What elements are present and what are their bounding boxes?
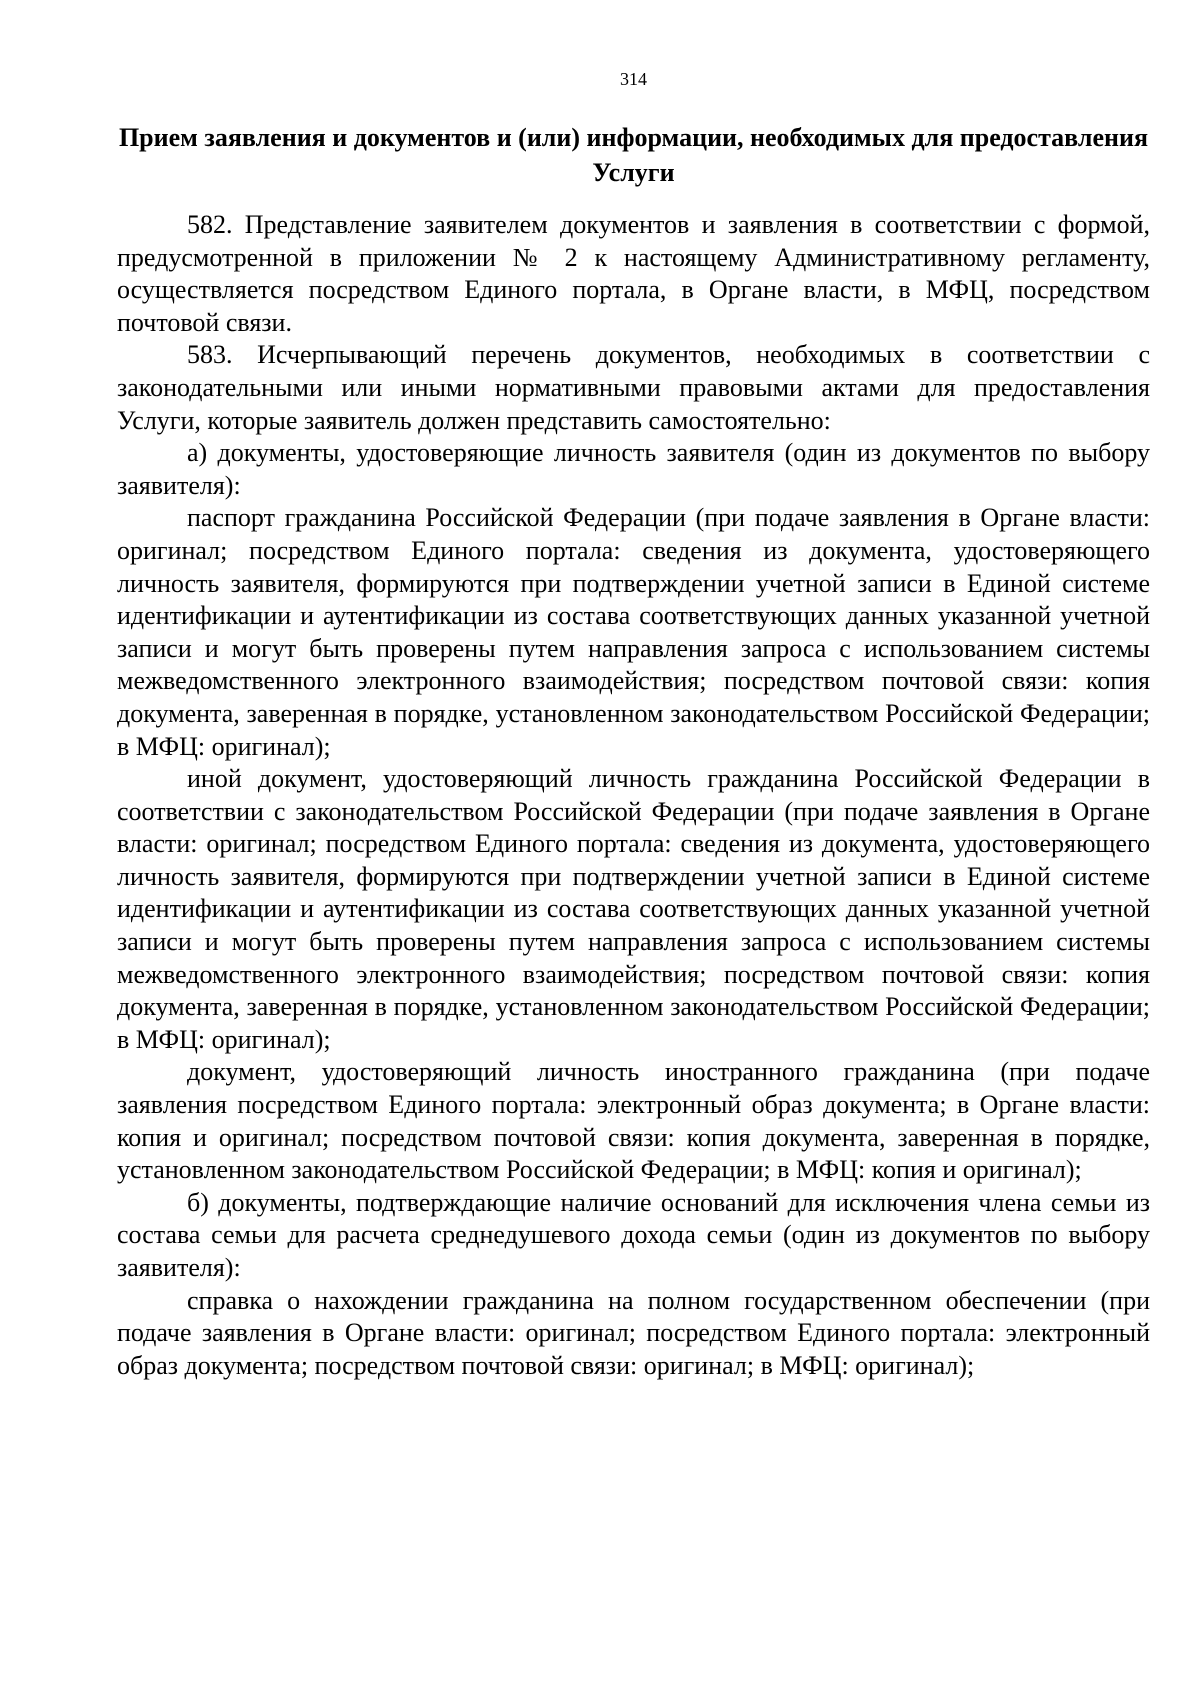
list-item-other-id: иной документ, удостоверяющий личность гражданина Российской Федерации в соответствии с законодательством Российской Федерации (при подаче заявления в Органе власти: оригинал; посредством Единого портала: сведения из документа, удостоверяющего личность заявителя, формируются при подтверждении учетной записи в Единой системе идентификации и аутентификации из состава соответствующих данных указанной учетной записи и могут быть проверены путем направления запроса с использованием системы межведомственного электронного взаимодействия; посредством почтовой связи: копия документа, заверенная в порядке, установленном законодательством Российской Федерации; в МФЦ: оригинал); bbox=[117, 764, 1150, 1054]
paragraph-582: 582. Представление заявителем документов и заявления в соответствии с формой, предусмотренной в приложении № 2 к настоящему Административному регламенту, осуществляется посредством Единого портала, в Органе власти, в МФЦ, посредством почтовой связи. bbox=[117, 210, 1150, 337]
list-item-b: б) документы, подтверждающие наличие оснований для исключения члена семьи из состава семьи для расчета среднедушевого дохода семьи (один из документов по выбору заявителя): bbox=[117, 1187, 1150, 1282]
section-heading: Прием заявления и документов и (или) информации, необходимых для предоставления Услуги bbox=[118, 123, 1149, 187]
list-item-foreign-id: документ, удостоверяющий личность иностранного гражданина (при подаче заявления посредством Единого портала: электронный образ документа; в Органе власти: копия и оригинал; посредством почтовой связи: копия документа, заверенная в порядке, установленном законодательством Российской Федерации; в МФЦ: копия и оригинал); bbox=[117, 1057, 1150, 1185]
list-item-passport: паспорт гражданина Российской Федерации (при подаче заявления в Органе власти: оригинал; посредством Единого портала: сведения из документа, удостоверяющего личность заявителя, формируются при подтверждении учетной записи в Единой системе идентификации и аутентификации из состава соответствующих данных указанной учетной записи и могут быть проверены путем направления запроса с использованием системы межведомственного электронного взаимодействия; посредством почтовой связи: копия документа, заверенная в порядке, установленном законодательством Российской Федерации; в МФЦ: оригинал); bbox=[117, 503, 1150, 761]
document-body bbox=[117, 209, 1150, 1382]
page-number: 314 bbox=[620, 69, 647, 89]
paragraph-583: 583. Исчерпывающий перечень документов, необходимых в соответствии с законодательными или иными нормативными правовыми актами для предоставления Услуги, которые заявитель должен представить самостоятельно: bbox=[117, 340, 1150, 435]
list-item-a: а) документы, удостоверяющие личность заявителя (один из документов по выбору заявителя): bbox=[117, 438, 1150, 500]
list-item-certificate: справка о нахождении гражданина на полном государственном обеспечении (при подаче заявления в Органе власти: оригинал; посредством Единого портала: электронный образ документа; посредством почтовой связи: оригинал; в МФЦ: оригинал); bbox=[117, 1285, 1150, 1380]
